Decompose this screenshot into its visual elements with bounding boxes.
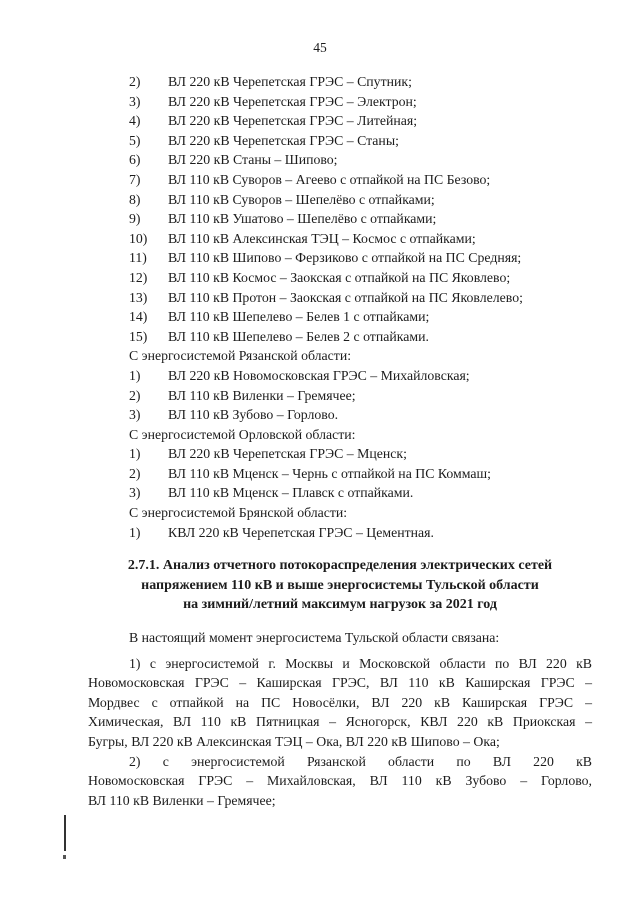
paragraph-line: 1) с энергосистемой г. Москвы и Московской области по ВЛ 220 кВ <box>129 655 592 671</box>
item-text: ВЛ 110 кВ Шепелево – Белев 2 с отпайками. <box>168 328 429 344</box>
section-title-line: на зимний/летний максимум нагрузок за 2021 год <box>183 597 497 612</box>
list-item <box>129 229 609 249</box>
body-text <box>88 628 592 810</box>
item-text: ВЛ 110 кВ Ушатово – Шепелёво с отпайками; <box>168 211 437 227</box>
list-item <box>129 523 609 543</box>
list-item <box>129 386 609 406</box>
paragraph-line: ВЛ 110 кВ Виленки – Гремячее; <box>88 792 276 808</box>
list-item <box>129 483 609 503</box>
section-title-line: 2.7.1. Анализ отчетного потокораспределения электрических сетей <box>127 558 553 573</box>
item-number: 3) <box>129 93 141 109</box>
item-text: ВЛ 110 кВ Протон – Заокская с отпайкой на ПС Яковлелево; <box>168 289 523 305</box>
list-item <box>129 150 609 170</box>
list-item <box>129 72 609 92</box>
item-text: ВЛ 110 кВ Мценск – Чернь с отпайкой на ПС Коммаш; <box>168 465 491 481</box>
item-text: КВЛ 220 кВ Черепетская ГРЭС – Цементная. <box>168 524 434 540</box>
list-item <box>129 268 609 288</box>
item-number: 6) <box>129 152 141 168</box>
item-number: 1) <box>129 524 141 540</box>
list-item <box>129 444 609 464</box>
item-text: ВЛ 110 кВ Суворов – Шепелёво с отпайками; <box>168 191 435 207</box>
bryansk-heading <box>129 503 609 523</box>
item-number: 2) <box>129 387 141 403</box>
list-item <box>129 131 609 151</box>
list-item <box>129 248 609 268</box>
item-text: ВЛ 220 кВ Черепетская ГРЭС – Литейная; <box>168 113 418 129</box>
ryazan-heading <box>129 346 609 366</box>
list-item <box>129 111 609 131</box>
item-number: 9) <box>129 211 141 227</box>
margin-dot <box>63 855 66 859</box>
item-number: 2) <box>129 465 141 481</box>
paragraph-line: Бугры, ВЛ 220 кВ Алексинская ТЭЦ – Ока, ВЛ 220 кВ Шипово – Ока; <box>88 733 500 749</box>
item-text: ВЛ 110 кВ Шепелево – Белев 1 с отпайками; <box>168 309 430 325</box>
item-number: 11) <box>129 250 147 266</box>
paragraph-line: Химическая, ВЛ 110 кВ Пятницкая – Ясногорск, КВЛ 220 кВ Приокская – <box>88 714 592 730</box>
paragraph-line: Новомосковская ГРЭС – Каширская ГРЭС, ВЛ 110 кВ Каширская ГРЭС – <box>88 675 592 691</box>
orel-heading <box>129 425 609 445</box>
item-text: ВЛ 220 кВ Черепетская ГРЭС – Станы; <box>168 132 399 148</box>
list-item <box>129 288 609 308</box>
item-text: ВЛ 110 кВ Зубово – Горлово. <box>168 407 339 423</box>
page-number: 45 <box>313 40 327 55</box>
heading-text: С энергосистемой Рязанской области: <box>129 348 352 364</box>
item-text: ВЛ 220 кВ Черепетская ГРЭС – Спутник; <box>168 74 412 89</box>
item-number: 3) <box>129 485 141 501</box>
list-item <box>129 209 609 229</box>
item-number: 7) <box>129 171 141 187</box>
list-item <box>129 190 609 210</box>
item-text: ВЛ 220 кВ Новомосковская ГРЭС – Михайловская; <box>168 367 470 383</box>
paragraph-line: Мордвес с отпайкой на ПС Новосёлки, ВЛ 220 кВ Каширская ГРЭС – <box>88 694 592 710</box>
paragraph-line: Новомосковская ГРЭС – Михайловская, ВЛ 110 кВ Зубово – Горлово, <box>88 773 592 789</box>
list-item <box>129 464 609 484</box>
item-number: 15) <box>129 328 148 344</box>
item-number: 4) <box>129 113 141 129</box>
item-text: ВЛ 220 кВ Черепетская ГРЭС – Электрон; <box>168 93 417 109</box>
item-number: 8) <box>129 191 141 207</box>
section-title-line: напряжением 110 кВ и выше энергосистемы Тульской области <box>141 577 539 593</box>
item-number: 13) <box>129 289 148 305</box>
list-item <box>129 170 609 190</box>
list-item <box>129 307 609 327</box>
list-item <box>129 327 609 347</box>
item-text: ВЛ 110 кВ Суворов – Агеево с отпайкой на ПС Безово; <box>168 171 491 187</box>
connections-list <box>129 72 609 542</box>
item-text: ВЛ 110 кВ Космос – Заокская с отпайкой на ПС Яковлево; <box>168 269 511 285</box>
item-number: 2) <box>129 74 141 89</box>
item-number: 1) <box>129 446 141 462</box>
section-title <box>88 556 592 615</box>
item-text: ВЛ 110 кВ Алексинская ТЭЦ – Космос с отпайками; <box>168 230 476 246</box>
list-item <box>129 405 609 425</box>
item-number: 3) <box>129 407 141 423</box>
heading-text: С энергосистемой Брянской области: <box>129 505 348 521</box>
margin-mark <box>64 815 66 851</box>
intro-paragraph: В настоящий момент энергосистема Тульской области связана: <box>129 630 500 645</box>
paragraph-line: 2) с энергосистемой Рязанской области по ВЛ 220 кВ <box>129 753 592 769</box>
item-text: ВЛ 220 кВ Черепетская ГРЭС – Мценск; <box>168 446 407 462</box>
heading-text: С энергосистемой Орловской области: <box>129 426 356 442</box>
list-item <box>129 92 609 112</box>
item-number: 14) <box>129 309 148 325</box>
item-number: 5) <box>129 132 141 148</box>
item-number: 10) <box>129 230 148 246</box>
item-text: ВЛ 110 кВ Мценск – Плавск с отпайками. <box>168 485 414 501</box>
item-number: 12) <box>129 269 148 285</box>
item-text: ВЛ 110 кВ Виленки – Гремячее; <box>168 387 356 403</box>
item-text: ВЛ 220 кВ Станы – Шипово; <box>168 152 338 168</box>
item-number: 1) <box>129 367 141 383</box>
list-item <box>129 366 609 386</box>
item-text: ВЛ 110 кВ Шипово – Ферзиково с отпайкой на ПС Средняя; <box>168 250 522 266</box>
